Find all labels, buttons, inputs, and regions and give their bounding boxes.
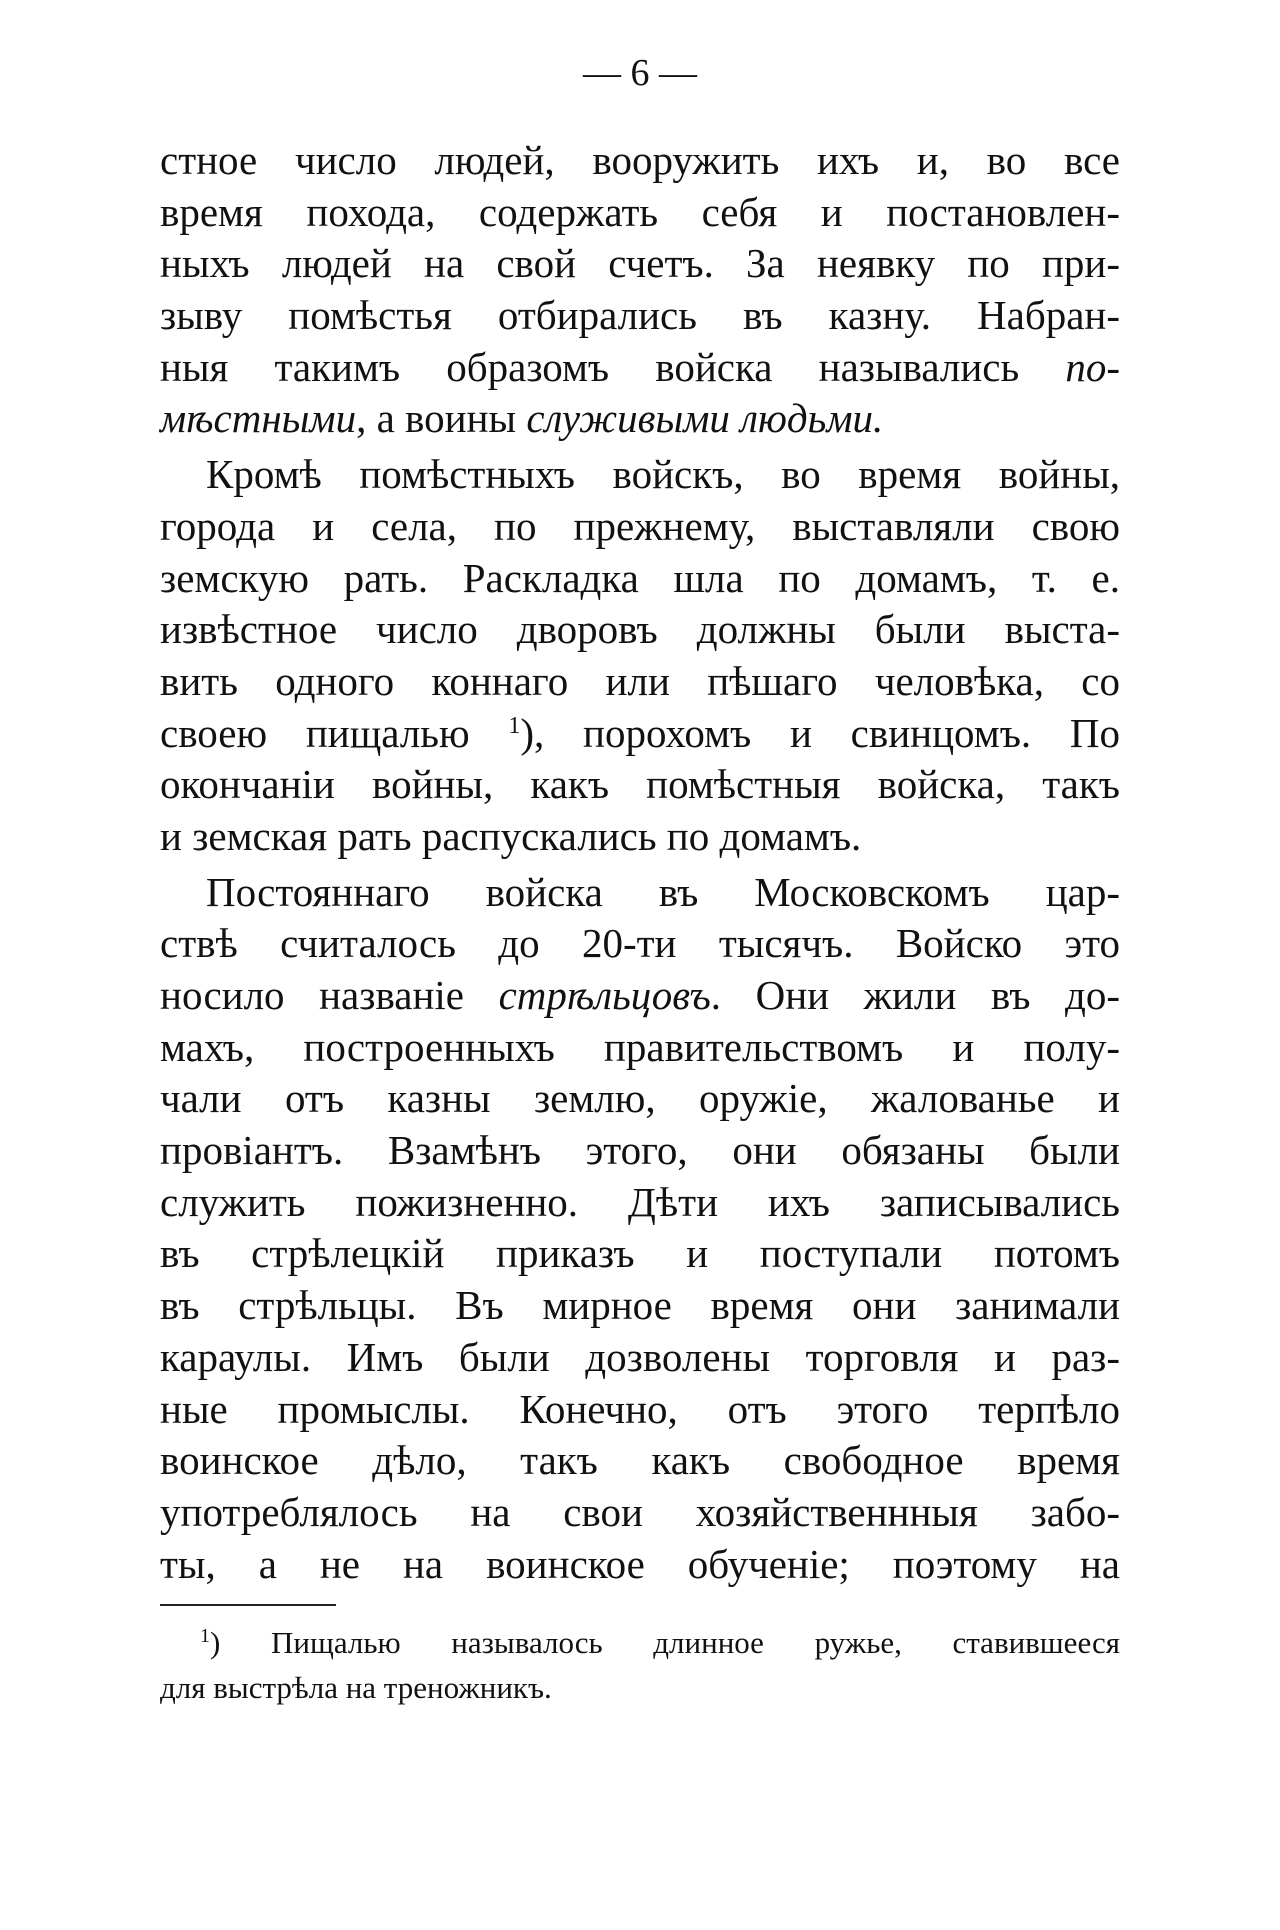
text-line: махъ, построенныхъ правительствомъ и полу- [160, 1023, 1120, 1070]
text-line: въ стрѣлецкiй приказъ и поступали потомъ [160, 1230, 1120, 1277]
footnote [160, 1620, 1120, 1710]
text-line: земскую рать. Раскладка шла по домамъ, т. е. [160, 554, 1120, 601]
body-text [160, 135, 1120, 1590]
text-line [160, 970, 1120, 1022]
italic-term: служивыми людьми. [526, 395, 884, 442]
text-segment: своею пищалью [160, 709, 509, 756]
footnote-divider [160, 1604, 336, 1606]
text-line: города и села, по прежнему, выставляли свою [160, 502, 1120, 549]
text-segment: , а воины [356, 395, 527, 442]
text-line: ствѣ считалось до 20-ти тысячъ. Войско это [160, 920, 1120, 967]
text-segment: ), порохомъ и свинцомъ. По [520, 709, 1120, 756]
text-line: воинское дѣло, такъ какъ свободное время [160, 1437, 1120, 1484]
footnote-reference: 1 [508, 712, 521, 739]
paragraph-1 [160, 135, 1120, 445]
paragraph-2 [160, 449, 1120, 863]
text-line [160, 708, 1120, 760]
footnote-line [160, 1620, 1120, 1665]
text-line: и земская рать распускались по домамъ. [160, 812, 862, 859]
text-line: служить пожизненно. Дѣти ихъ записывались [160, 1178, 1120, 1225]
text-line: зыву помѣстья отбирались въ казну. Набран- [160, 292, 1120, 339]
text-line: Кромѣ помѣстныхъ войскъ, во время войны, [206, 451, 1120, 498]
text-line: провiантъ. Взамѣнъ этого, они обязаны были [160, 1127, 1120, 1174]
text-line [160, 342, 1120, 394]
text-line: стное число людей, вооружить ихъ и, во все [160, 137, 1120, 183]
text-line: ные промыслы. Конечно, отъ этого терпѣло [160, 1385, 1120, 1432]
text-line: употреблялось на свои хозяйственнныя забо- [160, 1488, 1120, 1535]
italic-term: мѣстными [160, 395, 357, 442]
text-line [160, 393, 1120, 445]
footnote-text: ) Пищалью называлось длинное ружье, ставившееся [210, 1625, 1120, 1660]
text-line: окончанiи войны, какъ помѣстныя войска, такъ [160, 761, 1120, 808]
text-segment: . Они жили въ до- [710, 972, 1120, 1018]
text-line: ты, а не на воинское обученiе; поэтому на [160, 1540, 1120, 1587]
italic-term: стрѣльцовъ [498, 972, 711, 1018]
text-line: извѣстное число дворовъ должны были выста- [160, 606, 1120, 653]
page-number: — 6 — [583, 52, 697, 94]
text-line: ныхъ людей на свой счетъ. За неявку по при- [160, 240, 1120, 287]
text-segment: ныя такимъ образомъ войска назывались [160, 343, 1066, 390]
footnote-line: для выстрѣла на треножникъ. [160, 1670, 552, 1705]
text-line: чали отъ казны землю, оружiе, жалованье и [160, 1075, 1120, 1122]
italic-term: по- [1065, 343, 1120, 390]
text-line: Постояннаго войска въ Московскомъ цар- [206, 868, 1120, 915]
text-line: вить одного коннаго или пѣшаго человѣка, со [160, 657, 1120, 704]
text-line: караулы. Имъ были дозволены торговля и раз- [160, 1333, 1120, 1380]
text-line: время похода, содержать себя и постановлен- [160, 188, 1120, 235]
text-line: въ стрѣльцы. Въ мирное время они занимали [160, 1282, 1120, 1329]
text-segment: носило названiе [160, 972, 499, 1018]
footnote-marker: 1 [200, 1625, 210, 1647]
paragraph-3 [160, 867, 1120, 1591]
